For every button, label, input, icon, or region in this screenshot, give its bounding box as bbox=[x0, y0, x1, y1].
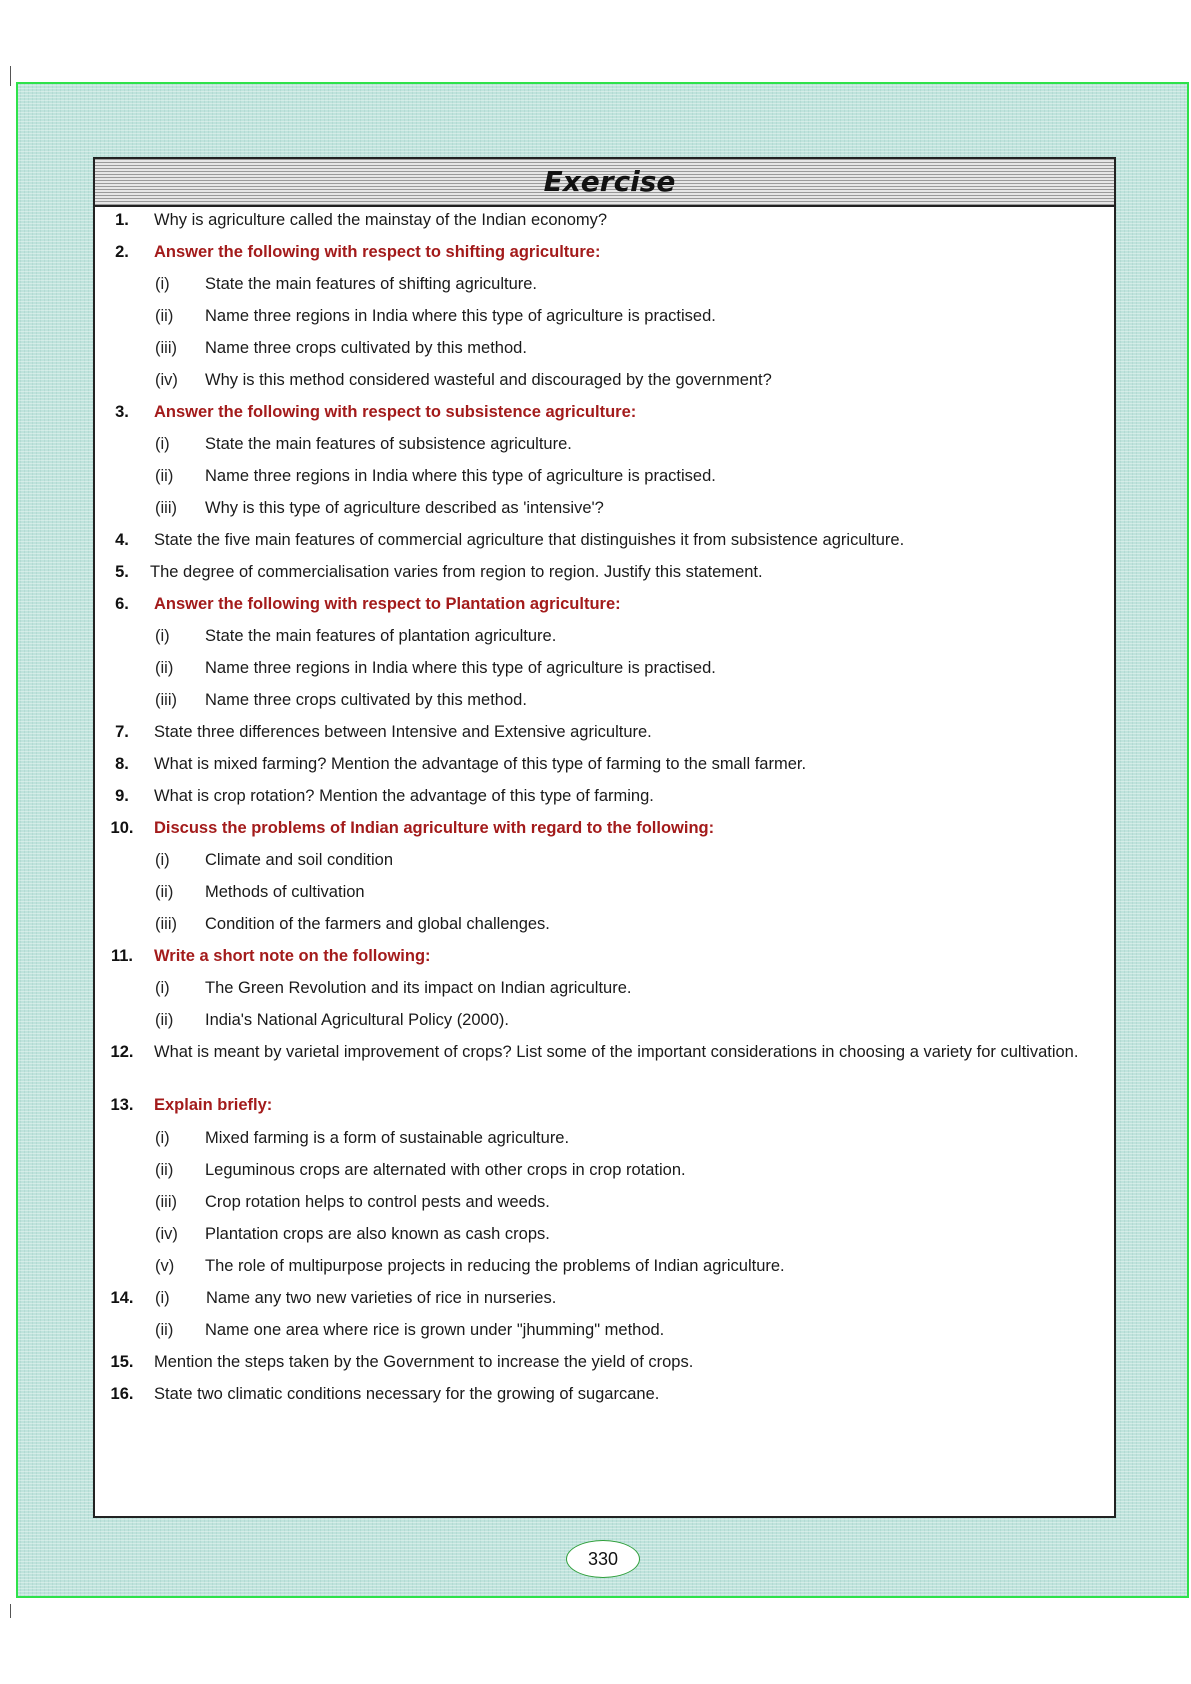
sub-label: (ii) bbox=[155, 883, 174, 901]
sub-label: (i) bbox=[155, 851, 170, 869]
question-number: 5. bbox=[115, 563, 129, 581]
question-number: 9. bbox=[115, 787, 129, 805]
sub-text: Name one area where rice is grown under "jhumming" method. bbox=[205, 1321, 665, 1339]
question-text: What is mixed farming? Mention the advantage of this type of farming to the small farmer. bbox=[154, 755, 807, 773]
sub-label: (ii) bbox=[155, 659, 174, 677]
question-number: 8. bbox=[115, 755, 129, 773]
question-heading: Explain briefly: bbox=[154, 1096, 273, 1114]
question-12 bbox=[95, 1042, 1114, 1082]
question-number: 4. bbox=[115, 531, 129, 549]
sub-text: The role of multipurpose projects in reducing the problems of Indian agriculture. bbox=[205, 1257, 785, 1275]
question-number: 14. bbox=[110, 1289, 134, 1307]
sub-text: Mixed farming is a form of sustainable agriculture. bbox=[205, 1129, 570, 1147]
question-number: 12. bbox=[110, 1043, 134, 1061]
title-bar bbox=[95, 159, 1114, 207]
sub-label: (ii) bbox=[155, 1011, 174, 1029]
sub-label: (ii) bbox=[155, 307, 174, 325]
sub-text: Condition of the farmers and global challenges. bbox=[205, 915, 550, 933]
sub-text: Leguminous crops are alternated with other crops in crop rotation. bbox=[205, 1161, 686, 1179]
sub-text: State the main features of shifting agriculture. bbox=[205, 275, 538, 293]
question-text: What is meant by varietal improvement of crops? List some of the important considerations in choosing a variety for cultivation. bbox=[154, 1043, 1079, 1061]
question-heading: Write a short note on the following: bbox=[154, 947, 431, 965]
question-text: Why is agriculture called the mainstay of the Indian economy? bbox=[154, 211, 608, 229]
question-number: 15. bbox=[110, 1353, 134, 1371]
sub-text: Climate and soil condition bbox=[205, 851, 394, 869]
question-heading: Answer the following with respect to Plantation agriculture: bbox=[154, 595, 621, 613]
sub-label: (ii) bbox=[155, 1161, 174, 1179]
question-text: State three differences between Intensive and Extensive agriculture. bbox=[154, 723, 652, 741]
page-number: 330 bbox=[566, 1540, 640, 1578]
sub-text: Name three crops cultivated by this method. bbox=[205, 339, 527, 357]
question-heading: Discuss the problems of Indian agriculture with regard to the following: bbox=[154, 819, 715, 837]
question-text: State the five main features of commercial agriculture that distinguishes it from subsistence agriculture. bbox=[154, 531, 905, 549]
sub-text: State the main features of subsistence agriculture. bbox=[205, 435, 572, 453]
question-heading: Answer the following with respect to shifting agriculture: bbox=[154, 243, 601, 261]
question-number: 2. bbox=[115, 243, 129, 261]
sub-text: Why is this method considered wasteful and discouraged by the government? bbox=[205, 371, 772, 389]
sub-label: (iii) bbox=[155, 915, 177, 933]
sub-label: (iii) bbox=[155, 691, 177, 709]
question-text: Mention the steps taken by the Government to increase the yield of crops. bbox=[154, 1353, 694, 1371]
question-number: 13. bbox=[110, 1096, 134, 1114]
sub-label: (iii) bbox=[155, 499, 177, 517]
sub-label: (iii) bbox=[155, 1193, 177, 1211]
crop-mark bbox=[10, 1604, 11, 1618]
sub-label: (i) bbox=[155, 275, 170, 293]
sub-label: (iii) bbox=[155, 339, 177, 357]
sub-text: Plantation crops are also known as cash crops. bbox=[205, 1225, 550, 1243]
sub-text: India's National Agricultural Policy (2000). bbox=[205, 1011, 509, 1029]
question-heading: Answer the following with respect to subsistence agriculture: bbox=[154, 403, 637, 421]
sub-text: Why is this type of agriculture described as 'intensive'? bbox=[205, 499, 604, 517]
sub-text: Name any two new varieties of rice in nurseries. bbox=[206, 1289, 557, 1307]
sub-text: State the main features of plantation agriculture. bbox=[205, 627, 557, 645]
question-text: What is crop rotation? Mention the advantage of this type of farming. bbox=[154, 787, 654, 805]
page-title: Exercise bbox=[543, 165, 676, 198]
question-number: 10. bbox=[110, 819, 134, 837]
sub-label: (ii) bbox=[155, 467, 174, 485]
sub-label: (iv) bbox=[155, 371, 178, 389]
sub-label: (i) bbox=[155, 979, 170, 997]
sub-label: (v) bbox=[155, 1257, 175, 1275]
sub-label: (iv) bbox=[155, 1225, 178, 1243]
sub-label: (i) bbox=[155, 1129, 170, 1147]
sub-text: Name three regions in India where this type of agriculture is practised. bbox=[205, 467, 716, 485]
sub-text: The Green Revolution and its impact on Indian agriculture. bbox=[205, 979, 632, 997]
question-number: 7. bbox=[115, 723, 129, 741]
question-number: 1. bbox=[115, 211, 129, 229]
exercise-panel bbox=[93, 157, 1116, 1518]
question-number: 6. bbox=[115, 595, 129, 613]
sub-label: (i) bbox=[155, 1289, 170, 1307]
question-number: 16. bbox=[110, 1385, 134, 1403]
sub-text: Name three regions in India where this type of agriculture is practised. bbox=[205, 307, 716, 325]
sub-label: (i) bbox=[155, 435, 170, 453]
sub-label: (ii) bbox=[155, 1321, 174, 1339]
question-text: State two climatic conditions necessary for the growing of sugarcane. bbox=[154, 1385, 660, 1403]
question-text: The degree of commercialisation varies from region to region. Justify this statement. bbox=[150, 563, 763, 581]
crop-mark bbox=[10, 66, 11, 86]
sub-label: (i) bbox=[155, 627, 170, 645]
sub-text: Crop rotation helps to control pests and weeds. bbox=[205, 1193, 550, 1211]
sub-text: Methods of cultivation bbox=[205, 883, 365, 901]
sub-text: Name three regions in India where this type of agriculture is practised. bbox=[205, 659, 716, 677]
sub-text: Name three crops cultivated by this method. bbox=[205, 691, 527, 709]
question-number: 11. bbox=[110, 947, 134, 965]
question-number: 3. bbox=[115, 403, 129, 421]
